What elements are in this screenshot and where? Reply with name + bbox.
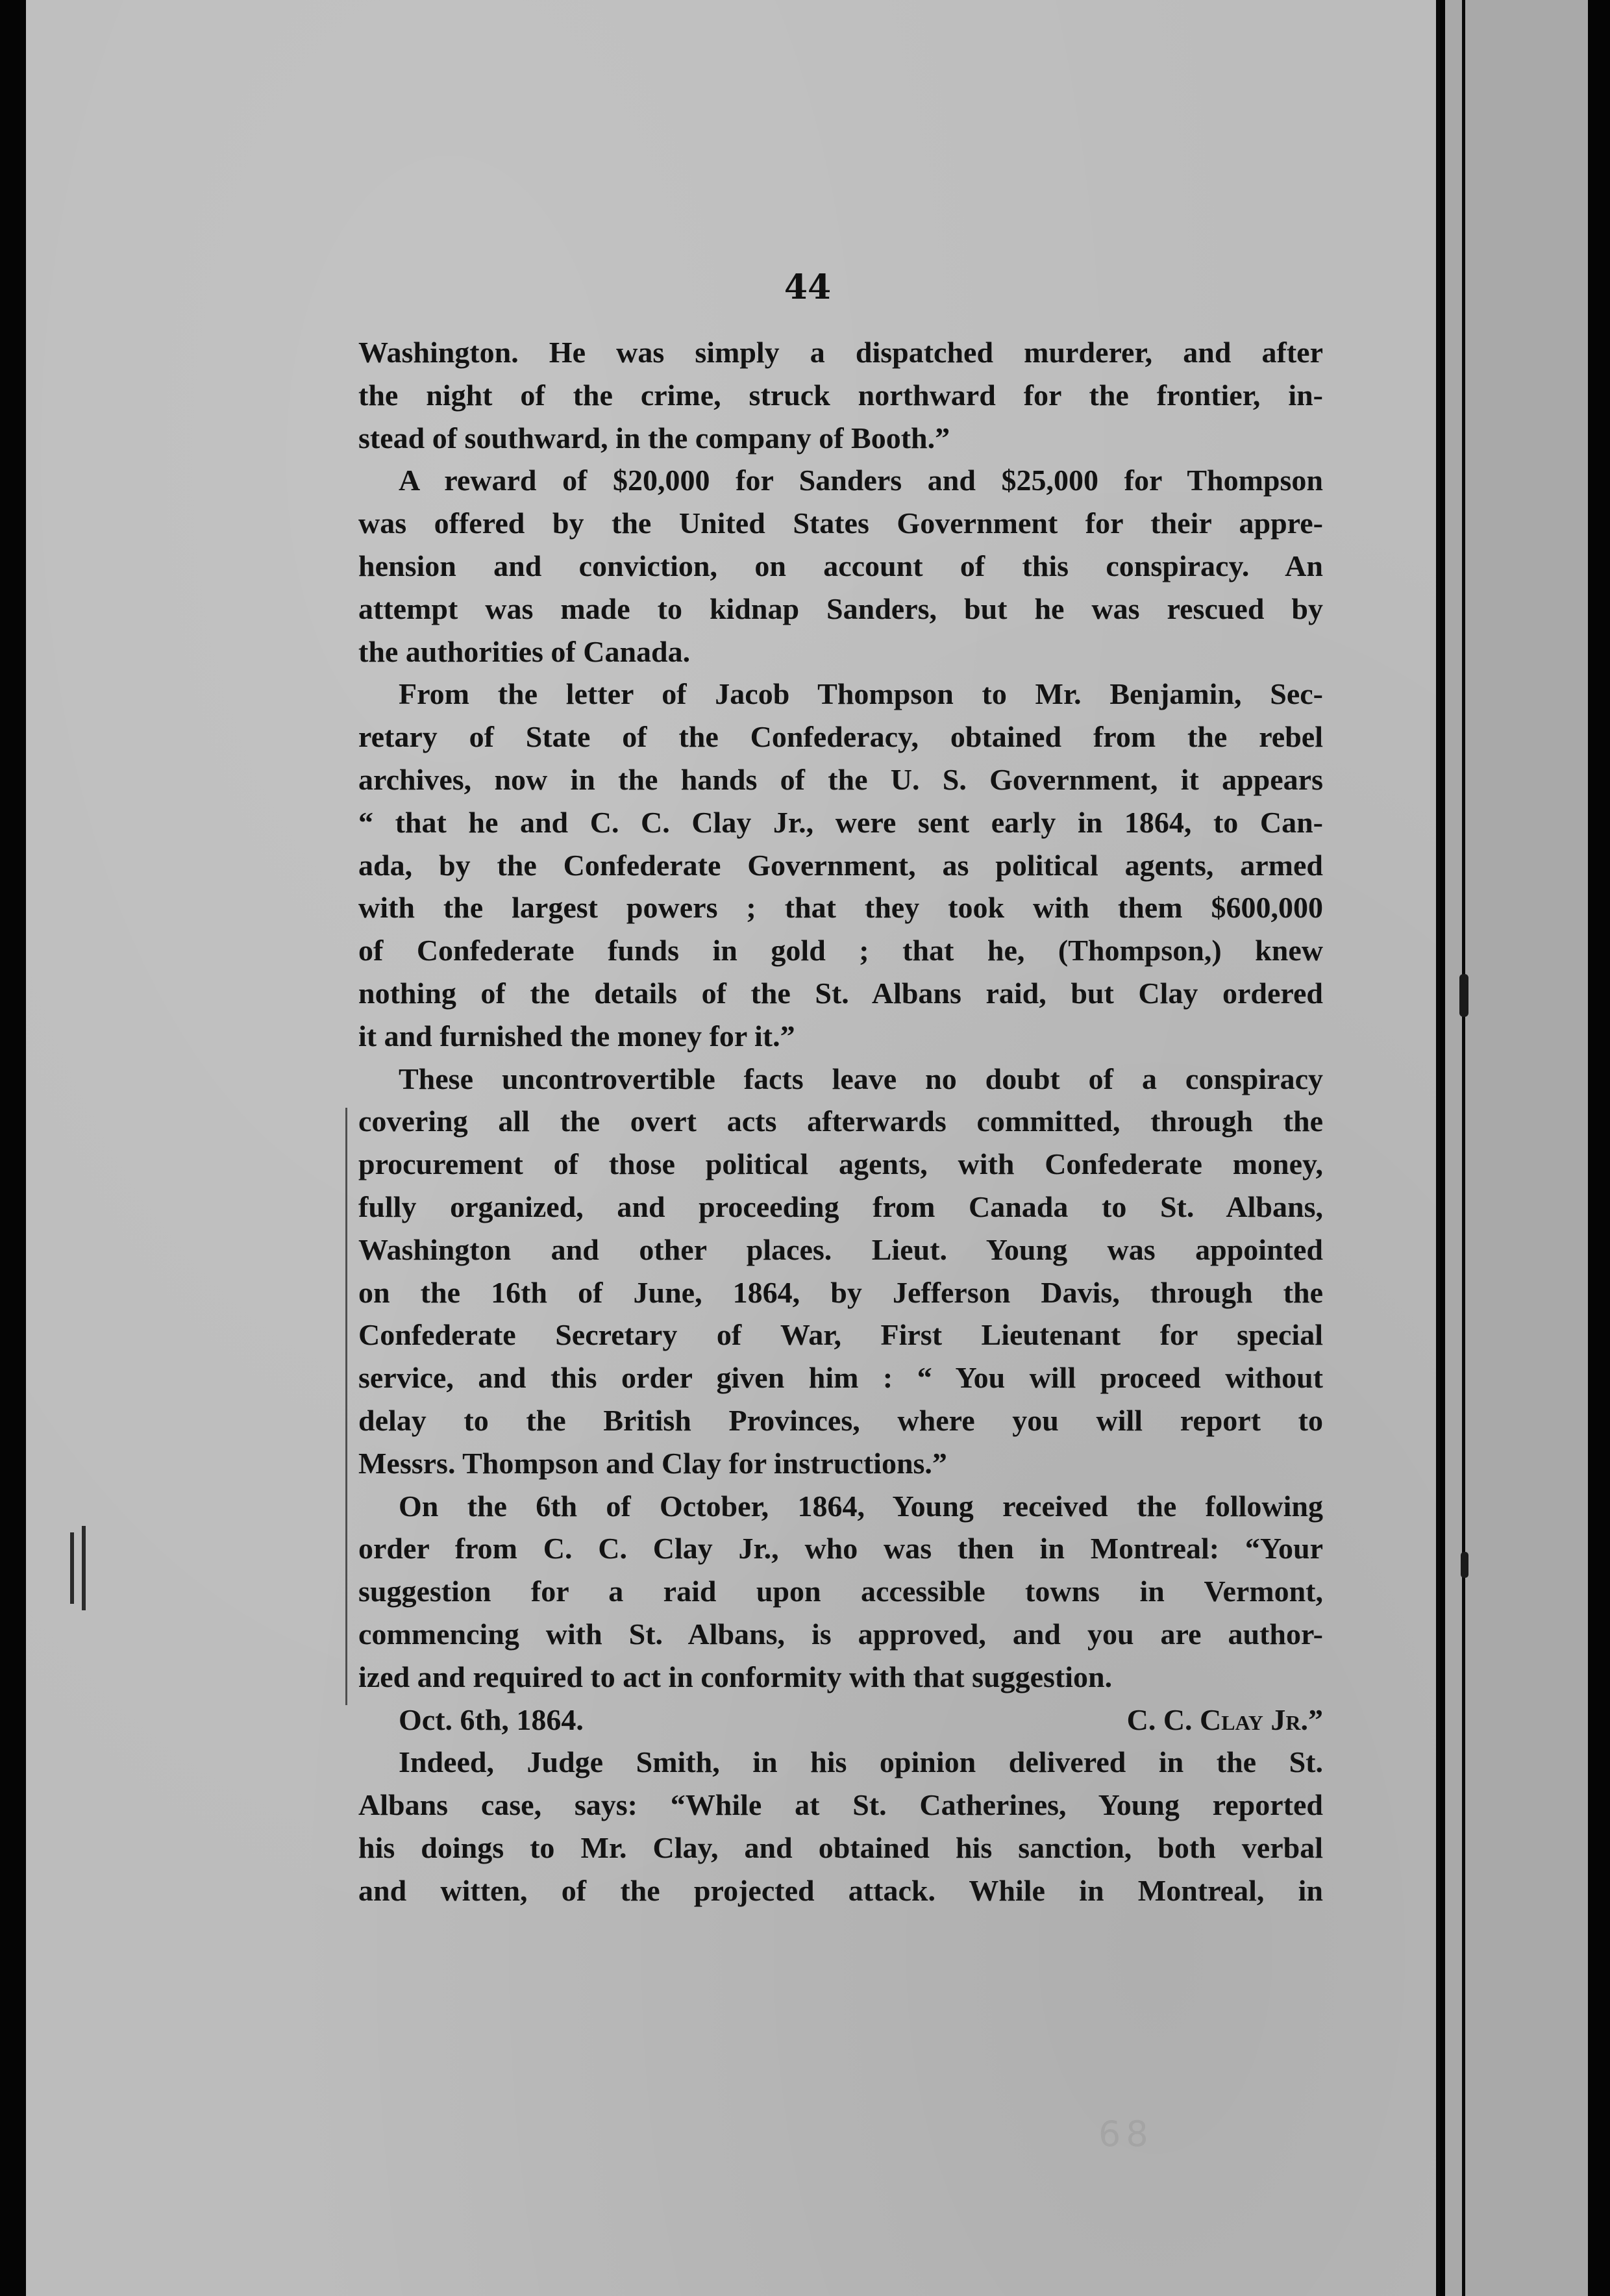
text-line: order from C. C. Clay Jr., who was then in Montreal: “Your: [358, 1532, 1323, 1566]
text-line: On the 6th of October, 1864, Young received the following: [399, 1489, 1323, 1523]
margin-clip-mark-left: [70, 1532, 74, 1604]
text-line: Confederate Secretary of War, First Lieutenant for special: [358, 1318, 1323, 1352]
text-line: the night of the crime, struck northward for the frontier, in-: [358, 378, 1323, 412]
margin-clip-mark-right: [82, 1526, 86, 1610]
faint-stamp-number: 68: [1098, 2114, 1154, 2154]
text-line: hension and conviction, on account of this conspiracy. An: [358, 549, 1323, 582]
edge-tab-mark: [1459, 974, 1468, 1017]
text-line: procurement of those political agents, with Confederate money,: [358, 1147, 1323, 1181]
strip-edge-line: [1462, 0, 1465, 2296]
text-line: Albans case, says: “While at St. Catherines, Young reported: [358, 1788, 1323, 1822]
text-line: the authorities of Canada.: [358, 634, 691, 668]
text-line: Indeed, Judge Smith, in his opinion delivered in the St.: [399, 1745, 1323, 1779]
text-line: with the largest powers ; that they took with them $600,000: [358, 891, 1323, 925]
text-line: archives, now in the hands of the U. S. Government, it appears: [358, 762, 1323, 796]
text-line: and witten, of the projected attack. While in Montreal, in: [358, 1873, 1323, 1907]
text-line: service, and this order given him : “ You will proceed without: [358, 1361, 1323, 1395]
page-edge-line: [1436, 0, 1440, 2296]
text-line: on the 16th of June, 1864, by Jefferson Davis, through the: [358, 1275, 1323, 1309]
text-line: it and furnished the money for it.”: [358, 1019, 795, 1053]
text-line: attempt was made to kidnap Sanders, but he was rescued by: [358, 592, 1323, 625]
text-line: ized and required to act in conformity with that suggestion.: [358, 1660, 1113, 1693]
text-line: was offered by the United States Government for their appre-: [358, 506, 1323, 540]
edge-tab-mark-lower: [1461, 1552, 1468, 1578]
text-line: Washington and other places. Lieut. Young was appointed: [358, 1232, 1323, 1266]
text-line: ada, by the Confederate Government, as political agents, armed: [358, 848, 1323, 882]
text-line: Washington. He was simply a dispatched murderer, and after: [358, 336, 1323, 369]
text-line: commencing with St. Albans, is approved, and you are author-: [358, 1617, 1323, 1651]
body-text: [358, 331, 1323, 1912]
text-line: From the letter of Jacob Thompson to Mr. Benjamin, Sec-: [399, 677, 1323, 711]
text-line: fully organized, and proceeding from Canada to St. Albans,: [358, 1190, 1323, 1223]
text-line: covering all the overt acts afterwards committed, through the: [358, 1104, 1323, 1138]
text-line: stead of southward, in the company of Booth.”: [358, 421, 950, 455]
text-line: These uncontrovertible facts leave no doubt of a conspiracy: [399, 1062, 1323, 1095]
page-number: 44: [784, 268, 832, 307]
margin-bracket-mark: [345, 1108, 354, 1705]
text-line: retary of State of the Confederacy, obtained from the rebel: [358, 720, 1323, 754]
text-line: his doings to Mr. Clay, and obtained his sanction, both verbal: [358, 1830, 1323, 1864]
next-page-edge-strip: [1445, 0, 1588, 2296]
text-line: delay to the British Provinces, where you will report to: [358, 1403, 1323, 1437]
signature-date: Oct. 6th, 1864.: [399, 1703, 584, 1736]
signature-name: C. C. Clay Jr.”: [1126, 1703, 1323, 1736]
text-line: Messrs. Thompson and Clay for instructions.”: [358, 1446, 947, 1480]
text-line: of Confederate funds in gold ; that he, (Thompson,) knew: [358, 934, 1323, 967]
text-line: suggestion for a raid upon accessible towns in Vermont,: [358, 1575, 1323, 1608]
text-line: nothing of the details of the St. Albans raid, but Clay ordered: [358, 976, 1323, 1010]
text-line: “ that he and C. C. Clay Jr., were sent early in 1864, to Can-: [358, 805, 1323, 839]
text-line: A reward of $20,000 for Sanders and $25,000 for Thompson: [399, 464, 1323, 497]
signature-line: [358, 1699, 1323, 1741]
